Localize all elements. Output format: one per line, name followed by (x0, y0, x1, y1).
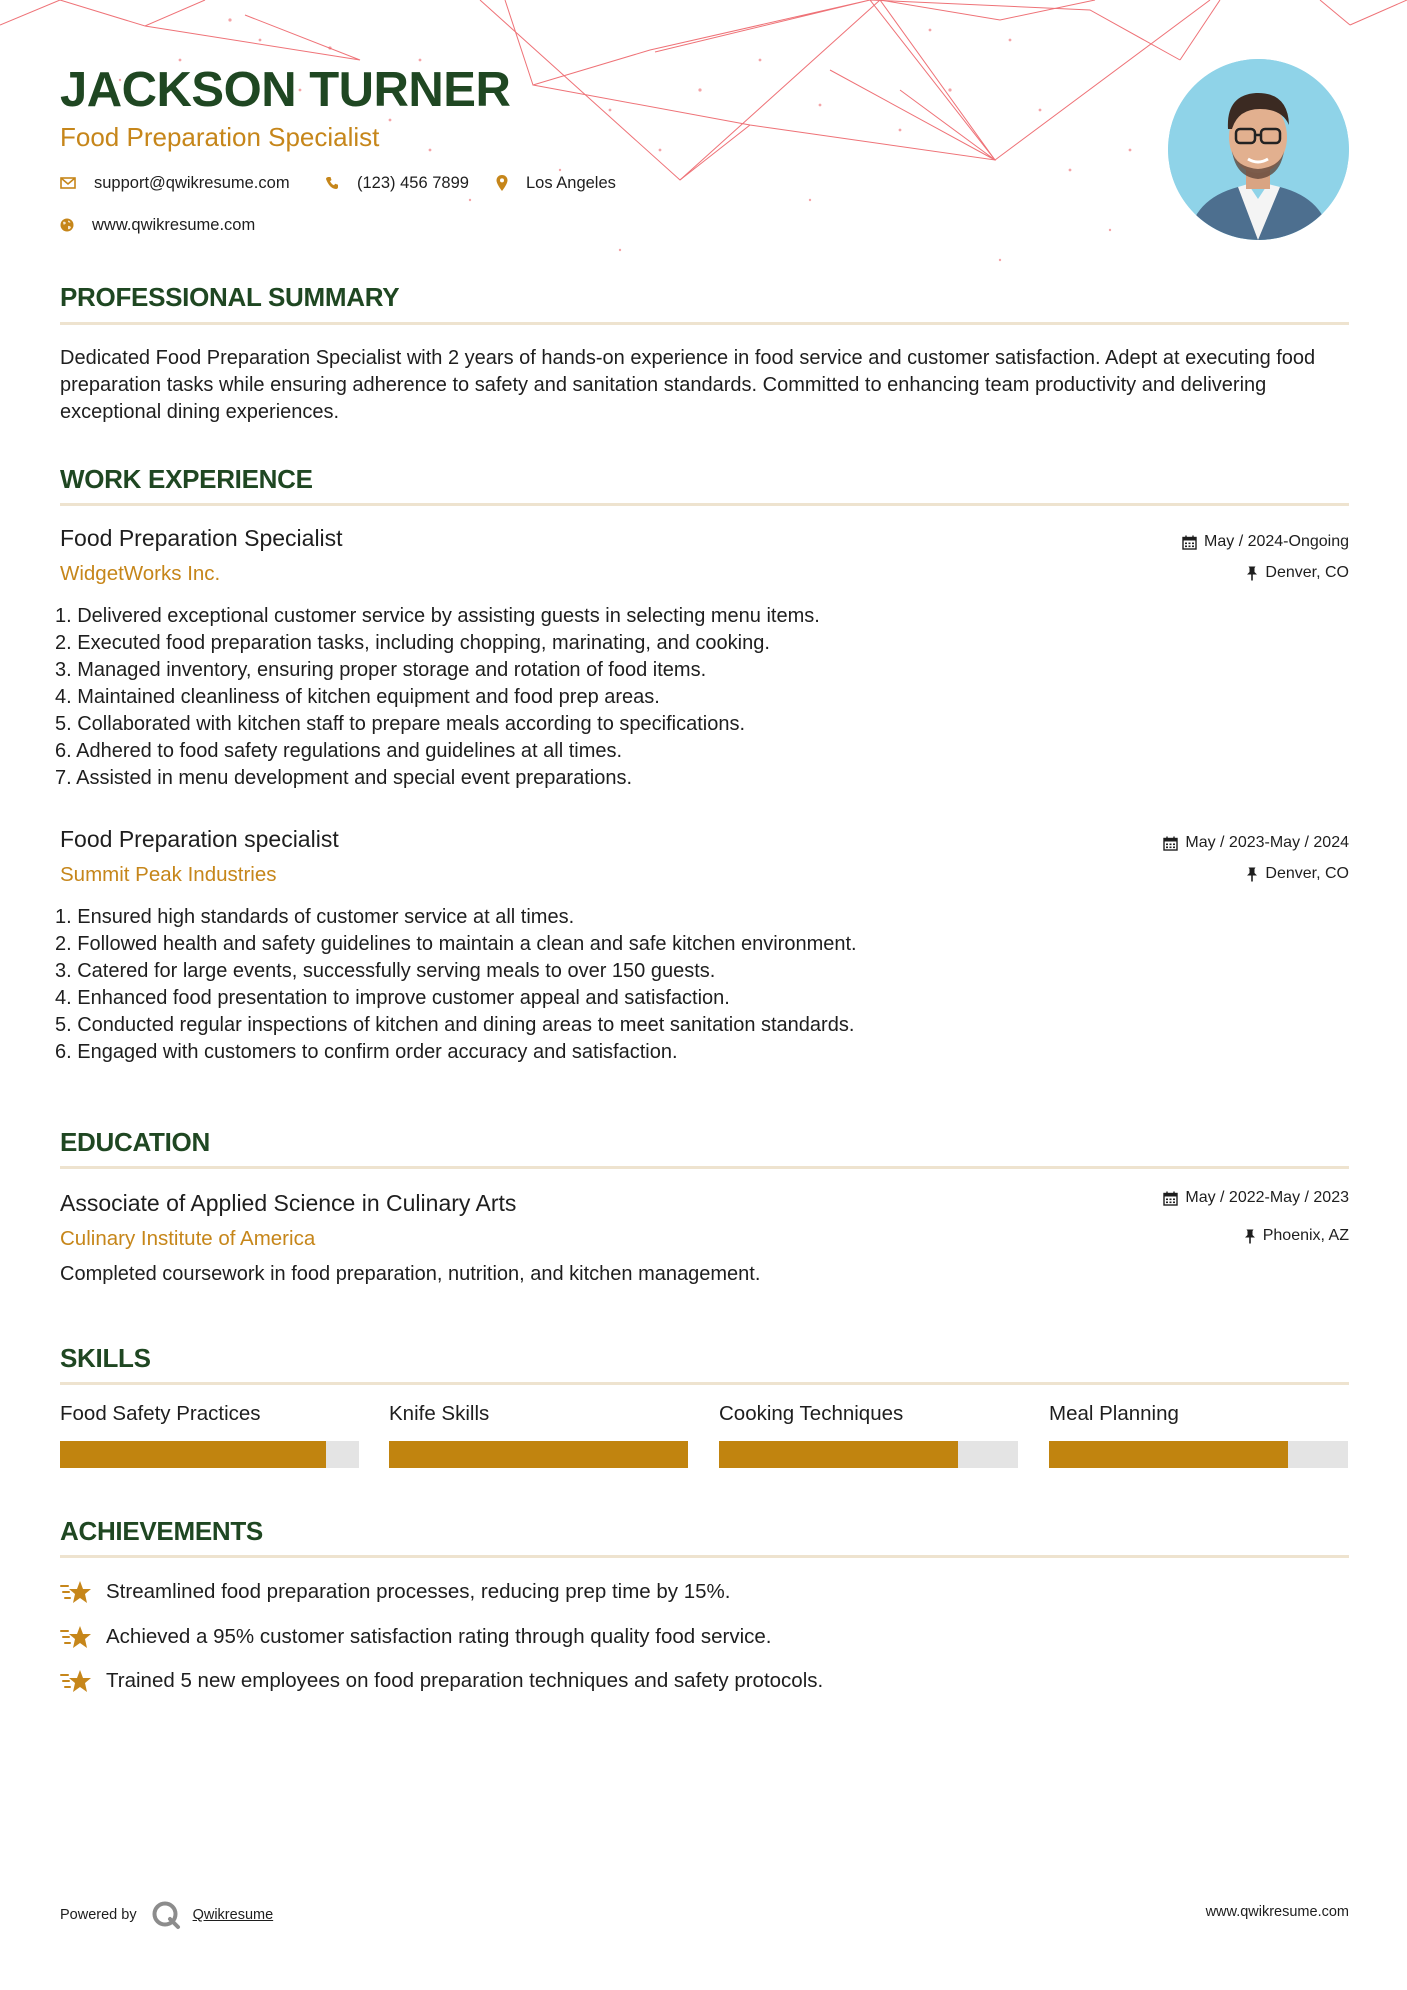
powered-by-label: Powered by (60, 1907, 137, 1923)
list-item: 2. Executed food preparation tasks, including chopping, marinating, and cooking. (55, 632, 770, 654)
list-item: 1. Delivered exceptional customer service by assisting guests in selecting menu items. (55, 605, 820, 627)
job-dates (1163, 834, 1349, 852)
job-company: Summit Peak Industries (60, 863, 277, 886)
list-item: 7. Assisted in menu development and special event preparations. (55, 767, 633, 789)
section-divider (60, 1382, 1349, 1385)
skill-label: Meal Planning (1049, 1402, 1179, 1425)
footer-website[interactable]: www.qwikresume.com (1205, 1904, 1349, 1920)
job-dates-text: May / 2024-Ongoing (1204, 533, 1349, 550)
section-divider (60, 322, 1349, 325)
education-description: Completed coursework in food preparation, nutrition, and kitchen management. (60, 1263, 761, 1285)
website-text: www.qwikresume.com (92, 216, 256, 234)
footer-powered-by (60, 1900, 273, 1930)
achievement-item (60, 1578, 730, 1606)
section-divider (60, 1166, 1349, 1169)
job-duties-list (55, 603, 820, 792)
education-dates-text: May / 2022-May / 2023 (1185, 1189, 1349, 1206)
pushpin-icon (1246, 566, 1258, 581)
degree-title: Associate of Applied Science in Culinary Arts (60, 1190, 517, 1216)
job-location-text: Denver, CO (1265, 865, 1349, 882)
education-heading: EDUCATION (60, 1127, 210, 1157)
list-item: 6. Engaged with customers to confirm order accuracy and satisfaction. (55, 1041, 678, 1063)
location-text: Los Angeles (526, 174, 616, 192)
job-dates (1182, 533, 1349, 551)
star-icon (60, 1578, 92, 1606)
summary-heading: PROFESSIONAL SUMMARY (60, 282, 400, 312)
list-item: 5. Conducted regular inspections of kitchen and dining areas to meet sanitation standards. (55, 1014, 855, 1036)
experience-heading: WORK EXPERIENCE (60, 464, 313, 494)
calendar-icon (1182, 535, 1197, 550)
skill-label: Cooking Techniques (719, 1402, 904, 1425)
skill-label: Knife Skills (389, 1402, 490, 1425)
pushpin-icon (1246, 867, 1258, 882)
skill-bar (389, 1441, 688, 1468)
qwikresume-link[interactable]: Qwikresume (192, 1907, 274, 1923)
education-location-text: Phoenix, AZ (1262, 1227, 1349, 1244)
pushpin-icon (1244, 1229, 1256, 1244)
list-item: 6. Adhered to food safety regulations and guidelines at all times. (55, 740, 623, 762)
phone-text: (123) 456 7899 (357, 174, 469, 192)
summary-text: Dedicated Food Preparation Specialist with 2 years of hands-on experience in food service and customer satisfaction. Adept at executing food preparation tasks while ensuring adherence to safety and sanitation standards. Committed to enhancing team productivity and delivering exceptional dining experiences. (60, 347, 1316, 423)
achievements-heading: ACHIEVEMENTS (60, 1516, 263, 1546)
calendar-icon (1163, 836, 1178, 851)
envelope-icon (60, 177, 76, 189)
school-name: Culinary Institute of America (60, 1227, 316, 1250)
skill-bar (60, 1441, 359, 1468)
star-icon (60, 1667, 92, 1695)
achievement-text: Achieved a 95% customer satisfaction rating through quality food service. (106, 1625, 772, 1648)
contact-email[interactable] (60, 172, 290, 194)
job-title: Food Preparation specialist (60, 826, 339, 852)
qwikresume-logo-icon (151, 1900, 181, 1930)
list-item: 4. Enhanced food presentation to improve customer appeal and satisfaction. (55, 987, 730, 1009)
skill-bar (719, 1441, 1018, 1468)
list-item: 3. Catered for large events, successfully serving meals to over 150 guests. (55, 960, 716, 982)
phone-icon (325, 176, 339, 190)
list-item: 2. Followed health and safety guidelines to maintain a clean and safe kitchen environment. (55, 933, 857, 955)
skill-bar-fill (389, 1441, 688, 1468)
achievement-text: Trained 5 new employees on food preparation techniques and safety protocols. (106, 1669, 824, 1692)
globe-icon (60, 218, 74, 232)
contact-location (496, 172, 616, 194)
achievement-text: Streamlined food preparation processes, reducing prep time by 15%. (106, 1580, 731, 1603)
education-location (1244, 1227, 1349, 1245)
achievement-item (60, 1623, 771, 1651)
skill-bar-fill (719, 1441, 958, 1468)
candidate-name: JACKSON TURNER (60, 63, 511, 117)
job-duties-list (55, 904, 857, 1066)
job-title: Food Preparation Specialist (60, 525, 343, 551)
education-dates (1163, 1189, 1349, 1207)
job-location-text: Denver, CO (1265, 564, 1349, 581)
job-dates-text: May / 2023-May / 2024 (1185, 834, 1349, 851)
list-item: 1. Ensured high standards of customer service at all times. (55, 906, 575, 928)
calendar-icon (1163, 1191, 1178, 1206)
job-location (1246, 865, 1349, 883)
email-text: support@qwikresume.com (94, 174, 290, 192)
list-item: 4. Maintained cleanliness of kitchen equipment and food prep areas. (55, 686, 660, 708)
section-divider (60, 1555, 1349, 1558)
contact-website[interactable] (60, 214, 255, 236)
skill-bar-fill (60, 1441, 326, 1468)
map-pin-icon (496, 175, 508, 191)
job-location (1246, 564, 1349, 582)
list-item: 5. Collaborated with kitchen staff to prepare meals according to specifications. (55, 713, 745, 735)
achievement-item (60, 1667, 823, 1695)
list-item: 3. Managed inventory, ensuring proper storage and rotation of food items. (55, 659, 707, 681)
skills-heading: SKILLS (60, 1343, 151, 1373)
profile-photo (1168, 59, 1349, 240)
job-company: WidgetWorks Inc. (60, 562, 221, 585)
skill-bar-fill (1049, 1441, 1288, 1468)
skill-label: Food Safety Practices (60, 1402, 261, 1425)
contact-phone[interactable] (325, 172, 469, 194)
star-icon (60, 1623, 92, 1651)
section-divider (60, 503, 1349, 506)
skill-bar (1049, 1441, 1348, 1468)
candidate-title: Food Preparation Specialist (60, 122, 380, 152)
